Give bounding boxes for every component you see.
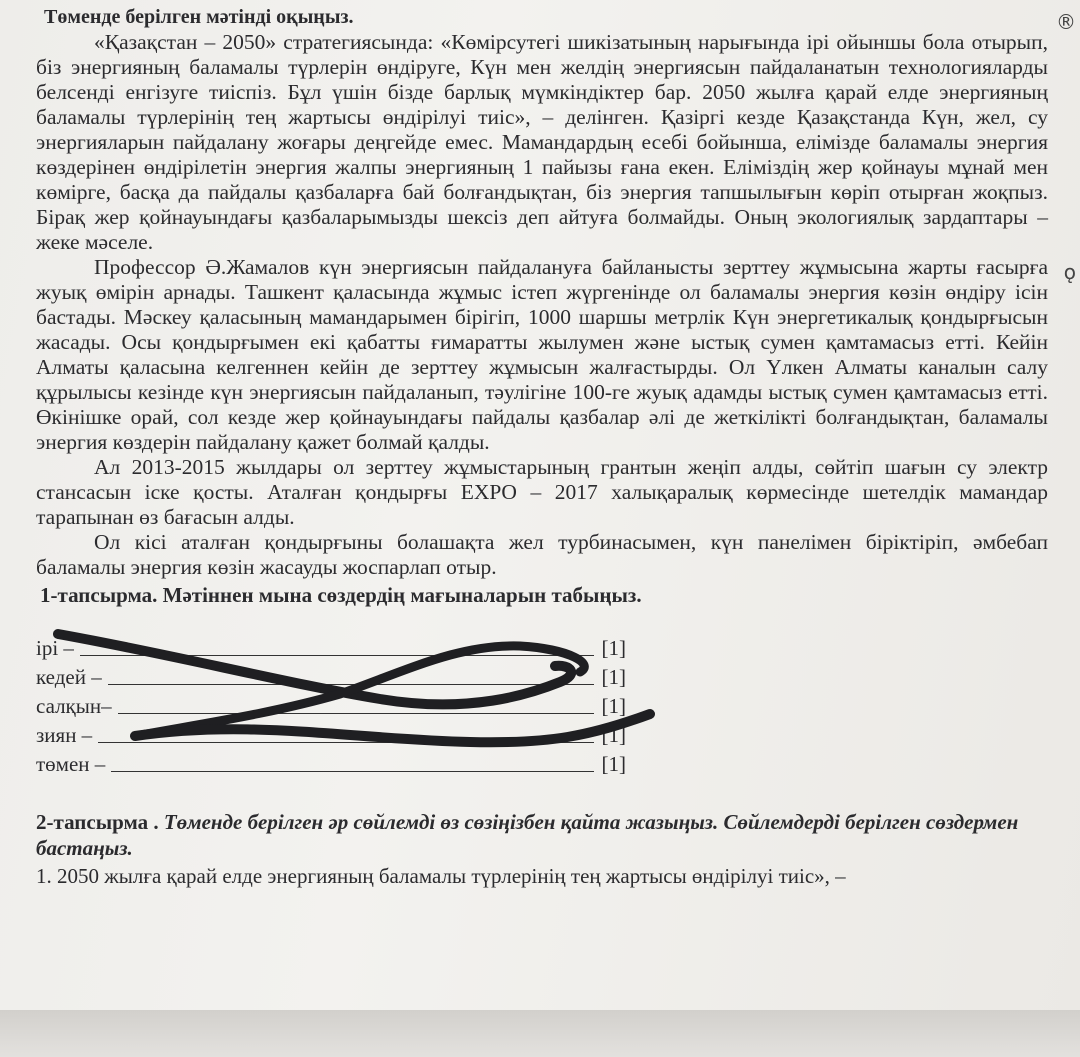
answer-line[interactable] [118,713,594,714]
answer-line[interactable] [111,771,593,772]
vocab-word: кедей – [36,665,102,689]
score-mark: [1] [601,694,626,718]
vocab-row [36,661,626,690]
paragraph-2: Профессор Ә.Жамалов күн энергиясын пайдалануға байланысты зерттеу жұмысына жарты ғасырға жуық өмірін арнады. Ташкент қаласында жұмыс істеп жүргенінде ол баламалы энергия көзін өндіру ісін бастады. Мәскеу қаласының мамандарымен бірігіп, 1000 шаршы метрлік Күн энергетикалық қондырғысын жасады. Осы қондырғымен екі қабатты ғимаратты жылумен және ыстық сумен қамтамасыз етті. Кейін Алматы қаласына келгеннен кейін де зерттеу жұмысын жалғастырды. Ол Үлкен Алматы каналын салу құрылысы кезінде күн энергиясын пайдаланып, тәулігіне 100-ге жуық адамды ыстық сумен қамтамасыз етті. Өкінішке орай, сол кезде жер қойнауындағы пайдалы қазбалар әлі де жеткілікті болғандықтан, баламалы энергия көздерін пайдалану қажет болмай қалды. [36,255,1048,454]
answer-line[interactable] [108,684,594,685]
task1-vocab-list [36,632,1048,777]
score-mark: [1] [601,665,626,689]
edge-clip-icon: ǫ [1063,260,1076,284]
paragraph-1: «Қазақстан – 2050» стратегиясында: «Көмірсутегі шикізатының нарығында ірі ойыншы бола отырып, біз энергияның баламалы түрлерін өндіруге, Күн мен желдің энергиясын пайдаланатын технологияларды белсенді енгізуге тиіспіз. Бұл үшін бізде барлық мүмкіндіктер бар. 2050 жылға қарай елде энергияның баламалы түрлерінің тең жартысы өндірілуі тиіс», – делінген. Қазіргі кезде Қазақстанда Күн, жел, су энергияларын пайдалану жоғары деңгейде емес. Мамандардың есебі бойынша, елімізде баламалы энергия көздерінен өндірілетін энергия жалпы энергияның 1 пайызы ғана екен. Еліміздің жер қойнауы мұнай мен көмірге, басқа да пайдалы қазбаларға бай болғандықтан, біз энергия тапшылығын көріп отырған жоқпыз. Бірақ жер қойнауындағы қазбаларымызды шексіз деп айтуға болмайды. Оның экологиялық зардаптары – жеке мәселе. [36,30,1048,254]
score-mark: [1] [601,752,626,776]
vocab-word: ірі – [36,636,74,660]
task2-instruction: Төменде берілген әр сөйлемді өз сөзіңізбен қайта жазыңыз. Сөйлемдерді берілген сөздермен бастаңыз. [36,810,1019,860]
paragraph-4: Ол кісі аталған қондырғыны болашақта жел турбинасымен, күн панелімен біріктіріп, әмбебап баламалы энергия көзін жасауды жоспарлап отыр. [36,530,1048,579]
vocab-row [36,632,626,661]
document-body [36,4,1048,889]
paper-bottom-edge [0,1010,1080,1057]
vocab-row [36,719,626,748]
page-title: Төменде берілген мәтінді оқыңыз. [44,6,354,28]
task2-item-1: 1. 2050 жылға қарай елде энергияның баламалы түрлерінің тең жартысы өндірілуі тиіс», – [36,864,846,888]
task2-block [36,809,1048,861]
score-mark: [1] [601,723,626,747]
task1-heading: 1-тапсырма. Мәтіннен мына сөздердің мағыналарын табыңыз. [40,583,642,607]
answer-line[interactable] [80,655,594,656]
vocab-word: төмен – [36,752,106,776]
score-mark: [1] [601,636,626,660]
paragraph-3: Ал 2013-2015 жылдары ол зерттеу жұмыстарының грантын жеңіп алды, сөйтіп шағын су электр стансасын іске қосты. Аталған қондырғы EXPO – 2017 халықаралық көрмесінде шетелдік мамандар тарапынан өз бағасын алды. [36,455,1048,529]
task2-label: 2-тапсырма . [36,810,159,834]
answer-line[interactable] [98,742,593,743]
edge-symbol-icon: ® [1056,10,1076,34]
vocab-row [36,748,626,777]
vocab-row [36,690,626,719]
vocab-word: зиян – [36,723,93,747]
vocab-word: салқын– [36,694,112,718]
